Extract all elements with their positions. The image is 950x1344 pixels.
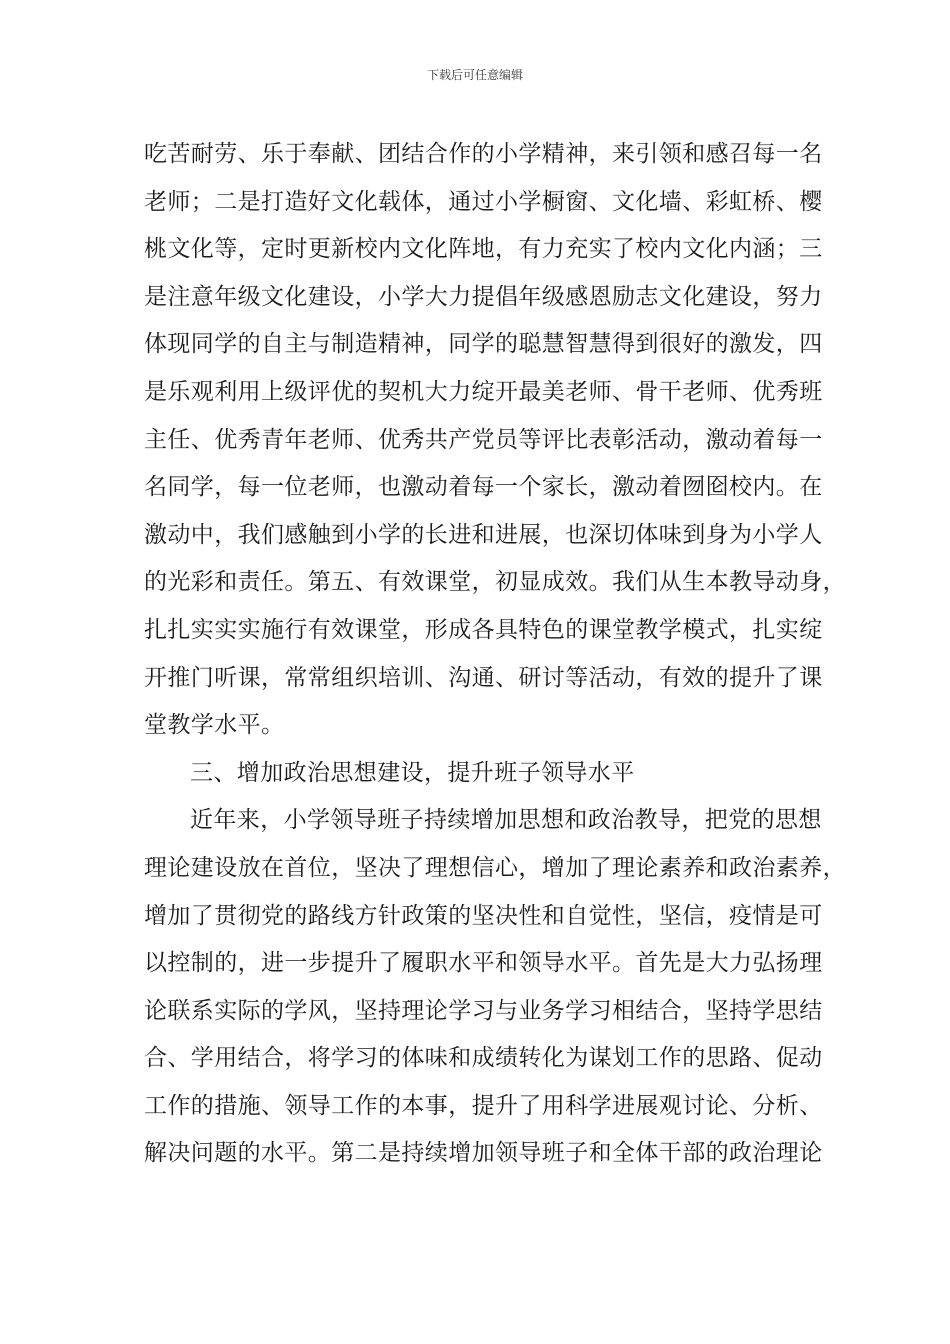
text-line: 堂教学水平。 [144,712,285,739]
text-line: 体现同学的自主与制造精神，同学的聪慧智慧得到很好的激发，四 [144,331,823,358]
text-line: 近年来，小学领导班子持续增加思想和政治教导，把党的思想 [190,807,822,834]
text-line: 主任、优秀青年老师、优秀共产党员等评比表彰活动，激动着每一 [144,426,823,453]
text-line: 增加了贯彻党的路线方针政策的坚决性和自觉性，坚信，疫情是可 [144,902,823,929]
document-body [144,131,846,1178]
text-line: 扎扎实实实施行有效课堂，形成各具特色的课堂教学模式，扎实绽 [144,616,823,643]
section-heading: 三、增加政治思想建设，提升班子领导水平 [190,759,635,786]
page-header: 下载后可任意编辑 [426,68,523,82]
text-line: 开推门听课，常常组织培训、沟通、研讨等活动，有效的提升了课 [144,664,823,691]
text-line: 合、学用结合，将学习的体味和成绩转化为谋划工作的思路、促动 [144,1045,823,1072]
text-line: 是乐观利用上级评优的契机大力绽开最美老师、骨干老师、优秀班 [144,378,823,405]
text-line: 是注意年级文化建设，小学大力提倡年级感恩励志文化建设，努力 [144,283,823,310]
text-line: 激动中，我们感触到小学的长进和进展，也深切体味到身为小学人 [144,521,823,548]
text-line: 工作的措施、领导工作的本事，提升了用科学进展观讨论、分析、 [144,1092,823,1119]
text-line: 老师；二是打造好文化载体，通过小学橱窗、文化墙、彩虹桥、樱 [144,188,823,215]
text-line: 论联系实际的学风，坚持理论学习与业务学习相结合，坚持学思结 [144,997,823,1024]
text-line: 解决问题的水平。第二是持续增加领导班子和全体干部的政治理论 [144,1140,823,1167]
text-line: 以控制的，进一步提升了履职水平和领导水平。首先是大力弘扬理 [144,950,823,977]
text-line: 理论建设放在首位，坚决了理想信心，增加了理论素养和政治素养， [144,854,846,881]
text-line: 桃文化等，定时更新校内文化阵地，有力充实了校内文化内涵；三 [144,236,823,263]
text-line: 吃苦耐劳、乐于奉献、团结合作的小学精神，来引领和感召每一名 [144,141,823,167]
text-line: 名同学，每一位老师，也激动着每一个家长，激动着囫囵校内。在 [144,474,823,501]
text-line: 的光彩和责任。第五、有效课堂，初显成效。我们从生本教导动身， [144,569,846,596]
